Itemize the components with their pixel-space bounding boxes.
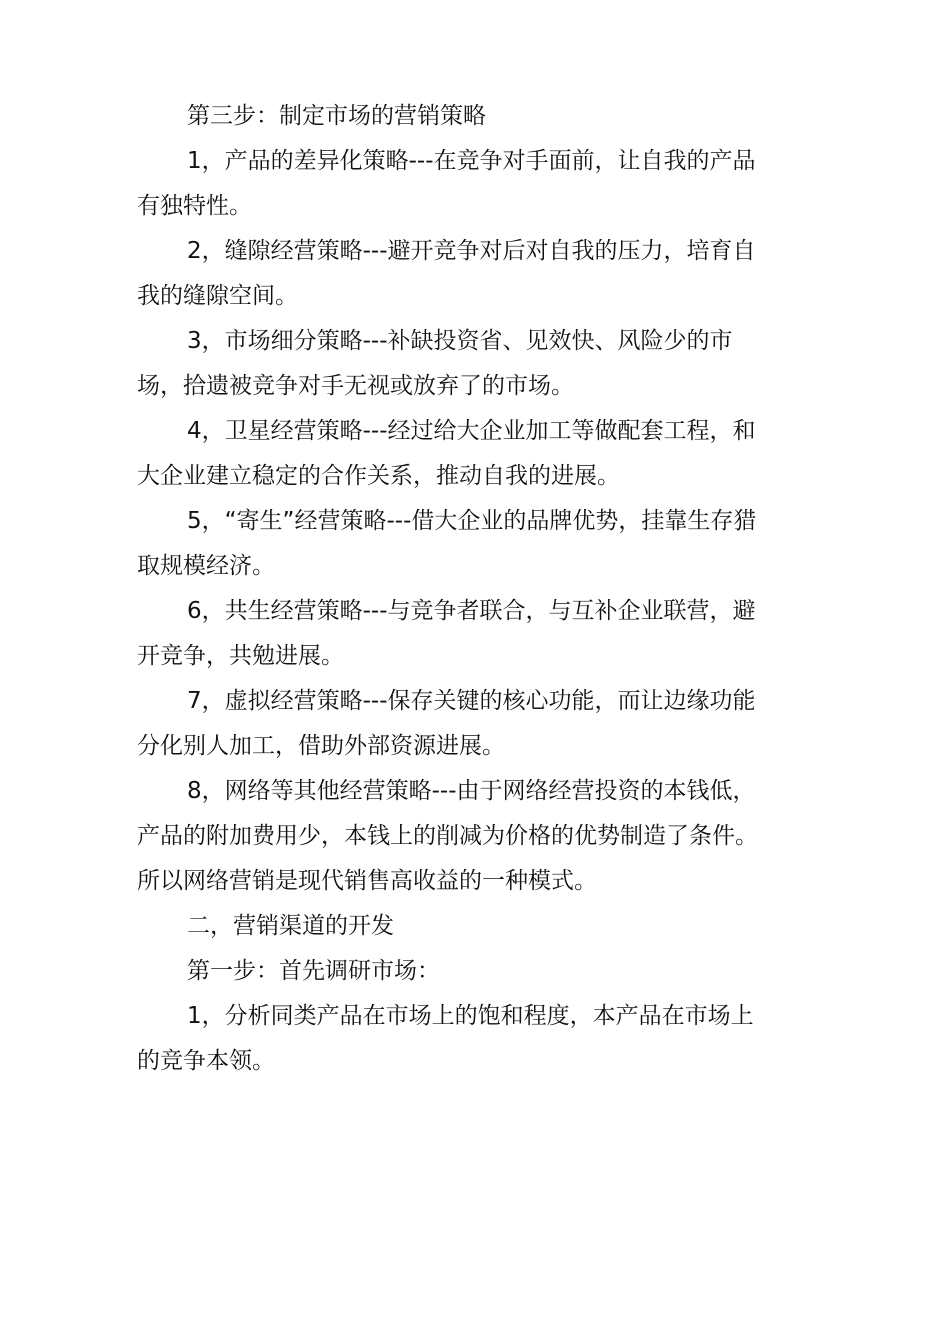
paragraph-line: 2，缝隙经营策略---避开竞争对后对自我的压力，培育自 <box>187 238 756 264</box>
paragraph-line: 分化别人加工，借助外部资源进展。 <box>137 733 505 759</box>
paragraph-line: 场，拾遗被竞争对手无视或放弃了的市场。 <box>137 373 574 399</box>
section-heading: 二，营销渠道的开发 <box>187 913 394 939</box>
step-heading: 第三步：制定市场的营销策略 <box>187 103 486 129</box>
paragraph-line: 开竞争，共勉进展。 <box>137 643 344 669</box>
paragraph-line: 大企业建立稳定的合作关系，推动自我的进展。 <box>137 463 620 489</box>
step-heading: 第一步：首先调研市场： <box>187 958 440 984</box>
paragraph-line: 4，卫星经营策略---经过给大企业加工等做配套工程，和 <box>187 418 756 444</box>
paragraph-line: 1，分析同类产品在市场上的饱和程度，本产品在市场上 <box>187 1003 754 1029</box>
paragraph-line: 产品的附加费用少，本钱上的削减为价格的优势制造了条件。 <box>137 823 758 849</box>
paragraph-line: 我的缝隙空间。 <box>137 283 298 309</box>
paragraph-line: 的竞争本领。 <box>137 1048 275 1074</box>
paragraph-line: 所以网络营销是现代销售高收益的一种模式。 <box>137 868 597 894</box>
paragraph-line: 取规模经济。 <box>137 553 275 579</box>
paragraph-line: 7，虚拟经营策略---保存关键的核心功能，而让边缘功能 <box>187 688 756 714</box>
paragraph-line: 有独特性。 <box>137 193 252 219</box>
paragraph-line: 6，共生经营策略---与竞争者联合，与互补企业联营，避 <box>187 598 756 624</box>
paragraph-line: 3，市场细分策略---补缺投资省、见效快、风险少的市 <box>187 328 733 354</box>
paragraph-line: 8，网络等其他经营策略---由于网络经营投资的本钱低， <box>187 778 756 804</box>
paragraph-line: 5，“寄生”经营策略---借大企业的品牌优势，挂靠生存猎 <box>187 508 757 534</box>
paragraph-line: 1，产品的差异化策略---在竞争对手面前，让自我的产品 <box>187 148 756 174</box>
